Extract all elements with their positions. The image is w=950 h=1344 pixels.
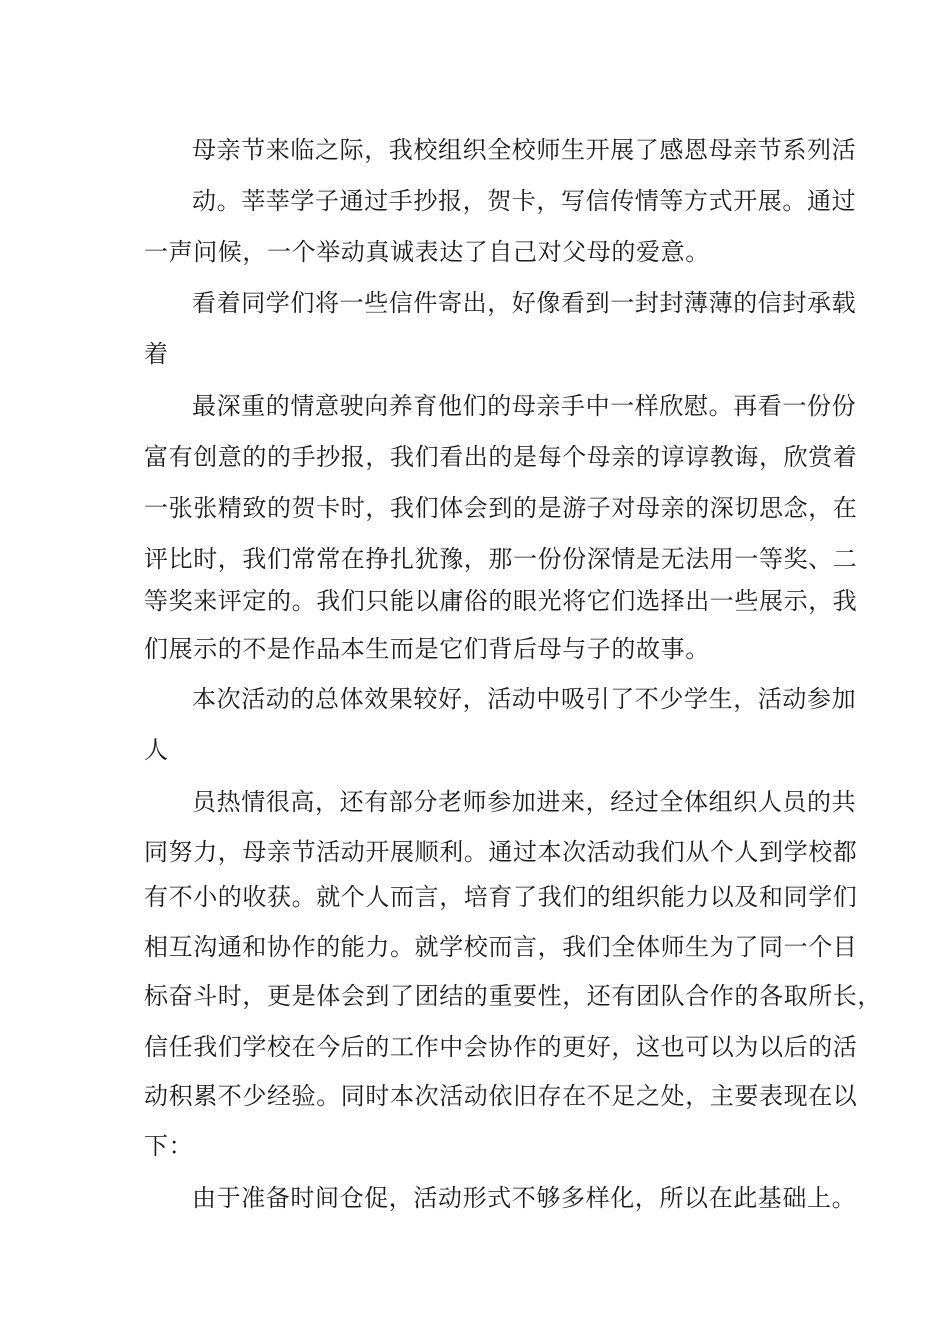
text-line: 下： xyxy=(144,1132,194,1160)
text-line: 员热情很高，还有部分老师参加进来，经过全体组织人员的共 xyxy=(192,788,857,816)
text-line: 着 xyxy=(144,340,169,368)
text-line: 同努力，母亲节活动开展顺利。通过本次活动我们从个人到学校都 xyxy=(144,838,858,866)
text-line: 相互沟通和协作的能力。就学校而言，我们全体师生为了同一个目 xyxy=(144,933,858,961)
text-line: 母亲节来临之际，我校组织全校师生开展了感恩母亲节系列活 xyxy=(192,136,857,164)
text-line: 动积累不少经验。同时本次活动依旧存在不足之处，主要表现在以 xyxy=(144,1082,858,1110)
text-line: 最深重的情意驶向养育他们的母亲手中一样欣慰。再看一份份 xyxy=(192,392,857,420)
text-line: 一声问候，一个举动真诚表达了自己对父母的爱意。 xyxy=(144,238,710,266)
text-line: 们展示的不是作品本生而是它们背后母与子的故事。 xyxy=(144,635,710,663)
text-line: 看着同学们将一些信件寄出，好像看到一封封薄薄的信封承载 xyxy=(192,289,857,317)
text-line: 由于准备时间仓促，活动形式不够多样化，所以在此基础上。 xyxy=(192,1184,857,1212)
text-line: 本次活动的总体效果较好，活动中吸引了不少学生，活动参加 xyxy=(192,685,857,713)
text-line: 富有创意的的手抄报，我们看出的是每个母亲的谆谆教诲，欣赏着 xyxy=(144,443,858,471)
text-line: 有不小的收获。就个人而言，培育了我们的组织能力以及和同学们 xyxy=(144,883,858,911)
text-line: 标奋斗时，更是体会到了团结的重要性，还有团队合作的各取所长， xyxy=(144,982,882,1010)
text-line: 人 xyxy=(144,736,169,764)
text-line: 信任我们学校在今后的工作中会协作的更好，这也可以为以后的活 xyxy=(144,1033,858,1061)
text-line: 等奖来评定的。我们只能以庸俗的眼光将它们选择出一些展示，我 xyxy=(144,587,858,615)
text-line: 一张张精致的贺卡时，我们体会到的是游子对母亲的深切思念，在 xyxy=(144,494,858,522)
text-line: 动。莘莘学子通过手抄报，贺卡，写信传情等方式开展。通过 xyxy=(192,187,857,215)
text-line: 评比时，我们常常在挣扎犹豫，那一份份深情是无法用一等奖、二 xyxy=(144,545,858,573)
